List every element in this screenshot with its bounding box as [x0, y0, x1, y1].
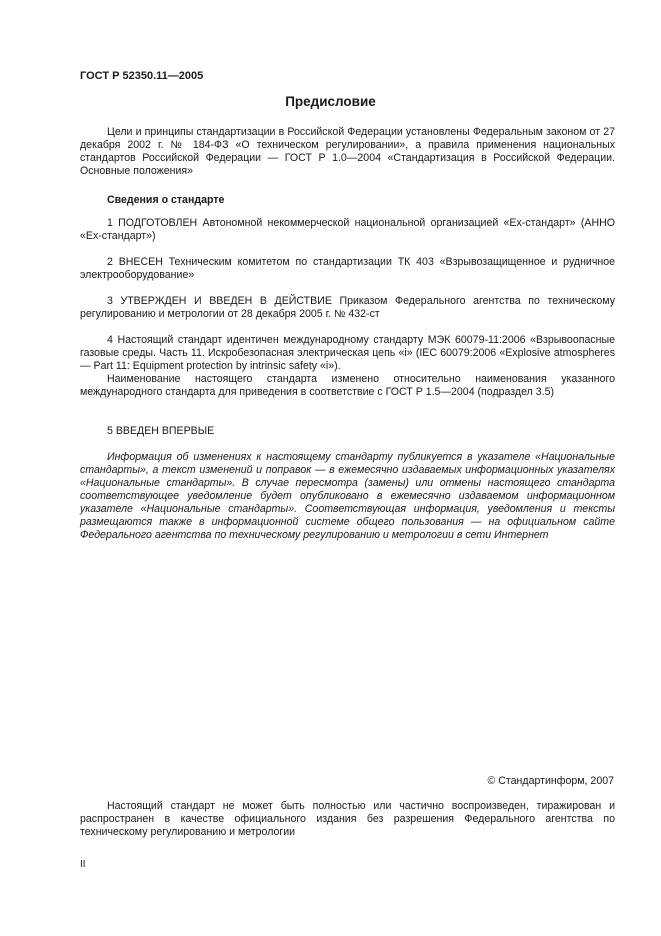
section-heading: Сведения о стандарте [107, 194, 225, 206]
page-title: Предисловие [285, 94, 376, 109]
item-1: 1 ПОДГОТОВЛЕН Автономной некоммерческой национальной организацией «Ех-стандарт» (АННО «Ех-стандарт») [80, 217, 615, 242]
page-number: II [80, 859, 86, 870]
item-3: 3 УТВЕРЖДЕН И ВВЕДЕН В ДЕЙСТВИЕ Приказом Федерального агентства по техническому регулированию и метрологии от 28 декабря 2005 г. № 432-ст [80, 295, 615, 320]
copyright: © Стандартинформ, 2007 [487, 775, 614, 787]
item-5: 5 ВВЕДЕН ВПЕРВЫЕ [107, 425, 215, 437]
document-code: ГОСТ Р 52350.11—2005 [80, 70, 204, 82]
reproduction-notice: Настоящий стандарт не может быть полностью или частично воспроизведен, тиражирован и распространен в качестве официального издания без разрешения Федерального агентства по техническому регулированию и метрологии [80, 800, 615, 838]
item-2: 2 ВНЕСЕН Техническим комитетом по стандартизации ТК 403 «Взрывозащищенное и рудничное электрооборудование» [80, 256, 615, 281]
item-4: 4 Настоящий стандарт идентичен международному стандарту МЭК 60079-11:2006 «Взрывоопасные газовые среды. Часть 11. Искробезопасная электрическая цепь «i» (IEC 60079:2006 «Explosive atmospheres — Part 11: Equipment protection by intrinsic safety «i»). [80, 334, 615, 372]
item-4-note: Наименование настоящего стандарта изменено относительно наименования указанного международного стандарта для приведения в соответствие с ГОСТ Р 1.5—2004 (подраздел 3.5) [80, 373, 615, 398]
info-notice: Информация об изменениях к настоящему стандарту публикуется в указателе «Национальные стандарты», а текст изменений и поправок — в ежемесячно издаваемых информационных указателях «Национальные стандарты». В случае пересмотра (замены) или отмены настоящего стандарта соответствующее уведомление будет опубликовано в ежемесячно издаваемом информационном указателе «Национальные стандарты». Соответствующая информация, уведомления и тексты размещаются также в информационной системе общего пользования — на официальном сайте Федерального агентства по техническому регулированию и метрологии в сети Интернет [80, 451, 615, 541]
intro-paragraph: Цели и принципы стандартизации в Российской Федерации установлены Федеральным законом от 27 декабря 2002 г. № 184-ФЗ «О техническом регулировании», а правила применения национальных стандартов Российской Федерации — ГОСТ Р 1.0—2004 «Стандартизация в Российской Федерации. Основные положения» [80, 126, 615, 177]
